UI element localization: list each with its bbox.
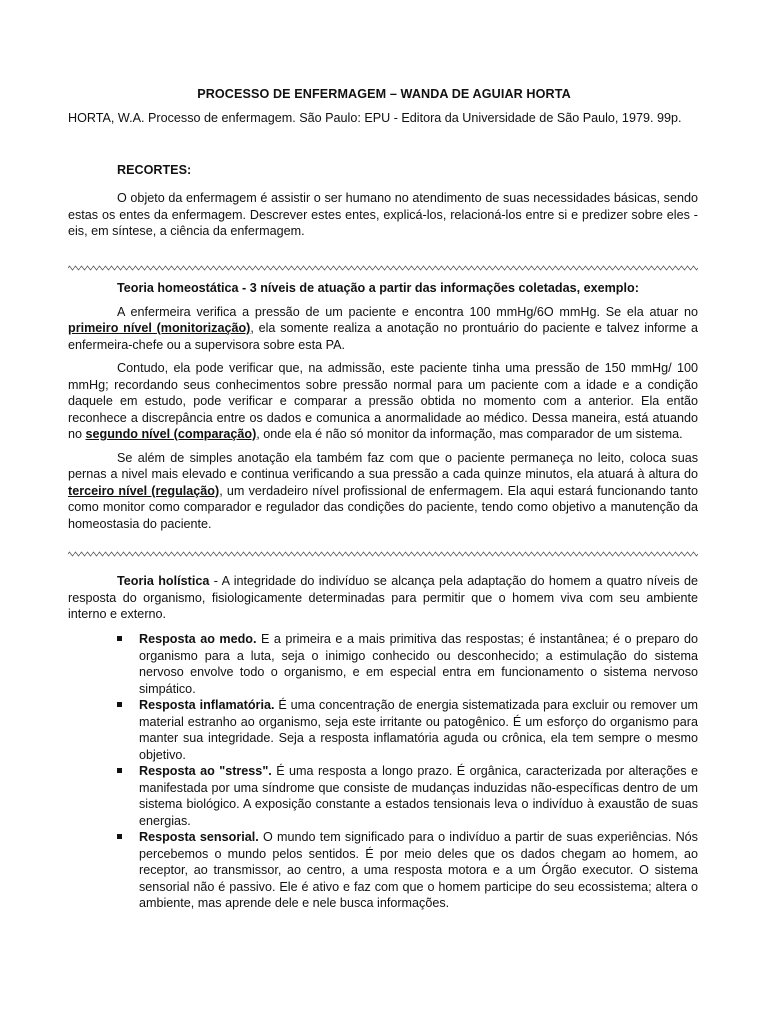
holistic-theory-section (68, 573, 698, 623)
list-item-label: Resposta ao medo. (139, 632, 257, 646)
paragraph-text: A enfermeira verifica a pressão de um paciente e encontra 100 mmHg/6O mmHg. Se ela atuar no (117, 304, 698, 319)
list-item-text: É uma resposta a longo prazo. É orgânica, caracterizada por alterações e manifestada por uma síndrome que consiste de mudanças induzidas não-específicas dentro de um sistema biológico. A exposição constante a estados tensionais leva o indivíduo à exaustão de suas energias. (139, 764, 698, 828)
list-item (117, 829, 698, 912)
homeostatic-theory-section (68, 280, 698, 532)
list-item-text: O mundo tem significado para o indivíduo a partir de suas experiências. Nós percebemos o mundo pelos sentidos. É por meio deles que os dados chegam ao homem, ao receptor, ao transmissor, ao centro, a uma resposta motora e a um Órgão executor. O sistema sensorial não é passivo. Ele é ativo e faz com que o homem participe do seu ecossistema; altera o ambiente, mas aprende dele e nele busca informações. (139, 830, 698, 910)
square-bullet-icon (117, 636, 122, 641)
third-level-term: terceiro nível (regulação) (68, 483, 220, 498)
paragraph-text: Contudo, ela pode verificar que, na admissão, este paciente tinha uma pressão de 150 mmHg/ 100 mmHg; recordando seus conhecimentos sobre pressão normal para um paciente com a idade e a condição daquele em estudo, pode verificar e comparar a pressão obtida no momento com a anterior. Ela então reconhece a discrepância entre os dados e comunica a anormalidade ao médico. Dessa maneira, está atuando no (68, 361, 698, 441)
paragraph-text: , um verdadeiro nível profissional de enfermagem. Ela aqui estará funcionando tanto como monitor como comparador e regulador das condições do paciente, tendo como objetivo a manutenção da homeostasia do paciente. (68, 483, 699, 531)
list-item (117, 763, 698, 829)
recortes-heading: RECORTES: (117, 163, 192, 177)
list-item (117, 631, 698, 697)
list-item-label: Resposta inflamatória. (139, 698, 275, 712)
paragraph-text: , onde ela é não só monitor da informação, mas comparador de um sistema. (256, 427, 683, 441)
homeostatic-paragraph-2 (68, 360, 698, 443)
list-item-text: É uma concentração de energia sistematizada para excluir ou remover um material estranho ao organismo, seja este irritante ou patogênico. É um esforço do organismo para manter sua integridade. Seja a resposta inflamatória aguda ou crônica, ela tem sempre o mesmo objetivo. (139, 698, 698, 762)
homeostatic-paragraph-3 (68, 450, 698, 533)
section-divider (68, 265, 698, 271)
second-level-term: segundo nível (comparação) (85, 427, 257, 441)
square-bullet-icon (117, 834, 122, 839)
paragraph-text: Se além de simples anotação ela também faz com que o paciente permaneça no leito, coloca suas pernas a nivel mais elevado e continua verificando a sua pressão a cada quinze minutos, ela atuará à altura do (68, 450, 698, 481)
homeostatic-theory-heading: Teoria homeostática - 3 níveis de atuação a partir das informações coletadas, exemplo: (117, 281, 639, 295)
holistic-theory-heading: Teoria holística (117, 574, 210, 588)
section-divider (68, 551, 698, 557)
homeostatic-paragraph-1 (68, 304, 698, 354)
square-bullet-icon (117, 768, 122, 773)
bibliographic-reference: HORTA, W.A. Processo de enfermagem. São Paulo: EPU - Editora da Universidade de São Paulo, 1979. 99p. (68, 111, 682, 125)
list-item-label: Resposta sensorial. (139, 830, 259, 844)
list-item (117, 697, 698, 763)
list-item-label: Resposta ao "stress". (139, 764, 272, 778)
list-item-text: E a primeira e a mais primitiva das respostas; é instantânea; é o preparo do organismo para a luta, seja o inimigo conhecido ou desconhecido; a estimulação do sistema nervoso envolve todo o organismo, e em especial entra em funcionamento o sistema nervoso simpático. (139, 632, 698, 696)
square-bullet-icon (117, 702, 122, 707)
document-title: PROCESSO DE ENFERMAGEM – WANDA DE AGUIAR HORTA (197, 87, 571, 101)
response-list (117, 631, 698, 912)
paragraph-text: - A integridade do indivíduo se alcança pela adaptação do homem a quatro níveis de resposta do organismo, fisiologicamente determinadas para permitir que o homem viva com seu ambiente interno e externo. (68, 574, 699, 621)
first-level-term: primeiro nível (monitorização) (68, 321, 251, 335)
recortes-paragraph: O objeto da enfermagem é assistir o ser humano no atendimento de suas necessidades básicas, sendo estas os entes da enfermagem. Descrever estes entes, explicá-los, relacioná-los entre si e predizer sobre eles - eis, em síntese, a ciência da enfermagem. (68, 191, 698, 238)
paragraph-text: , ela somente realiza a anotação no prontuário do paciente e talvez informe a enfermeira-chefe ou a supervisora sobre esta PA. (68, 321, 699, 352)
holistic-intro-paragraph (68, 573, 698, 623)
recortes-section (68, 190, 698, 240)
